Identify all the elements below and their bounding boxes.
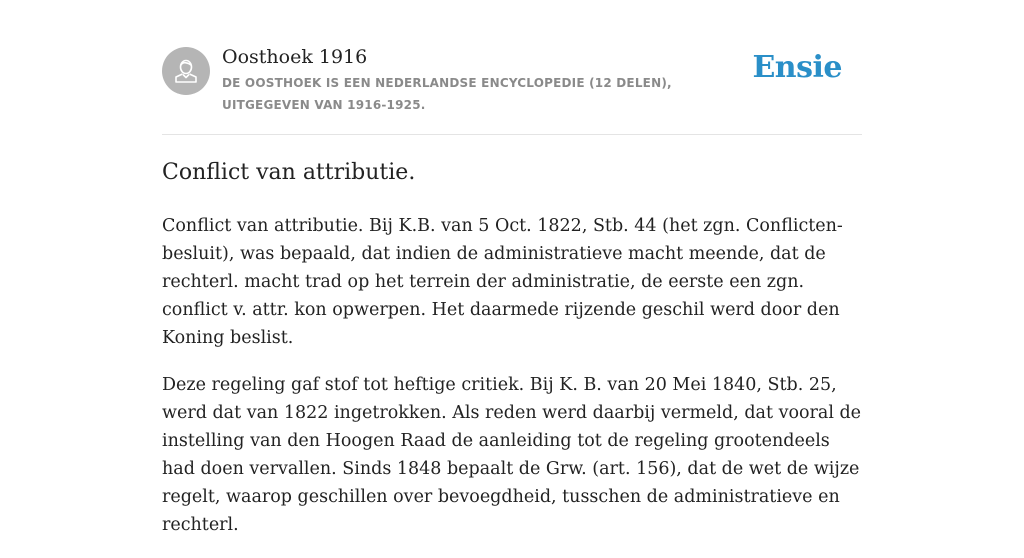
source-title[interactable]: Oosthoek 1916: [222, 46, 368, 68]
source-description: DE OOSTHOEK IS EEN NEDERLANDSE ENCYCLOPEDIE (12 DELEN), UITGEGEVEN VAN 1916-1925.: [222, 76, 672, 112]
source-header: [162, 0, 862, 135]
page-container: [162, 0, 862, 535]
article-body: [162, 212, 862, 558]
ensie-logo[interactable]: Ensie: [752, 50, 842, 85]
user-icon: [162, 47, 210, 95]
article-title: Conflict van attributie.: [162, 160, 416, 185]
article-paragraph-2: Deze regeling gaf stof tot heftige critiek. Bij K. B. van 20 Mei 1840, Stb. 25, werd dat van 1822 ingetrokken. Als reden werd daarbij vermeld, dat vooral de instelling van den Hoogen Raad de aanleiding tot de regeling grootendeels had doen vervallen. Sinds 1848 bepaalt de Grw. (art. 156), dat de wet de wijze regelt, waarop geschillen over bevoegdheid, tusschen de administratieve en rechterl.: [162, 375, 862, 535]
source-avatar[interactable]: [162, 47, 210, 95]
article-paragraph-1: Conflict van attributie. Bij K.B. van 5 Oct. 1822, Stb. 44 (het zgn. Conflicten-besluit), was bepaald, dat indien de administratieve macht meende, dat de rechterl. macht trad op het terrein der administratie, de eerste een zgn. conflict v. attr. kon opwerpen. Het daarmede rijzende geschil werd door den Koning beslist.: [162, 216, 843, 348]
